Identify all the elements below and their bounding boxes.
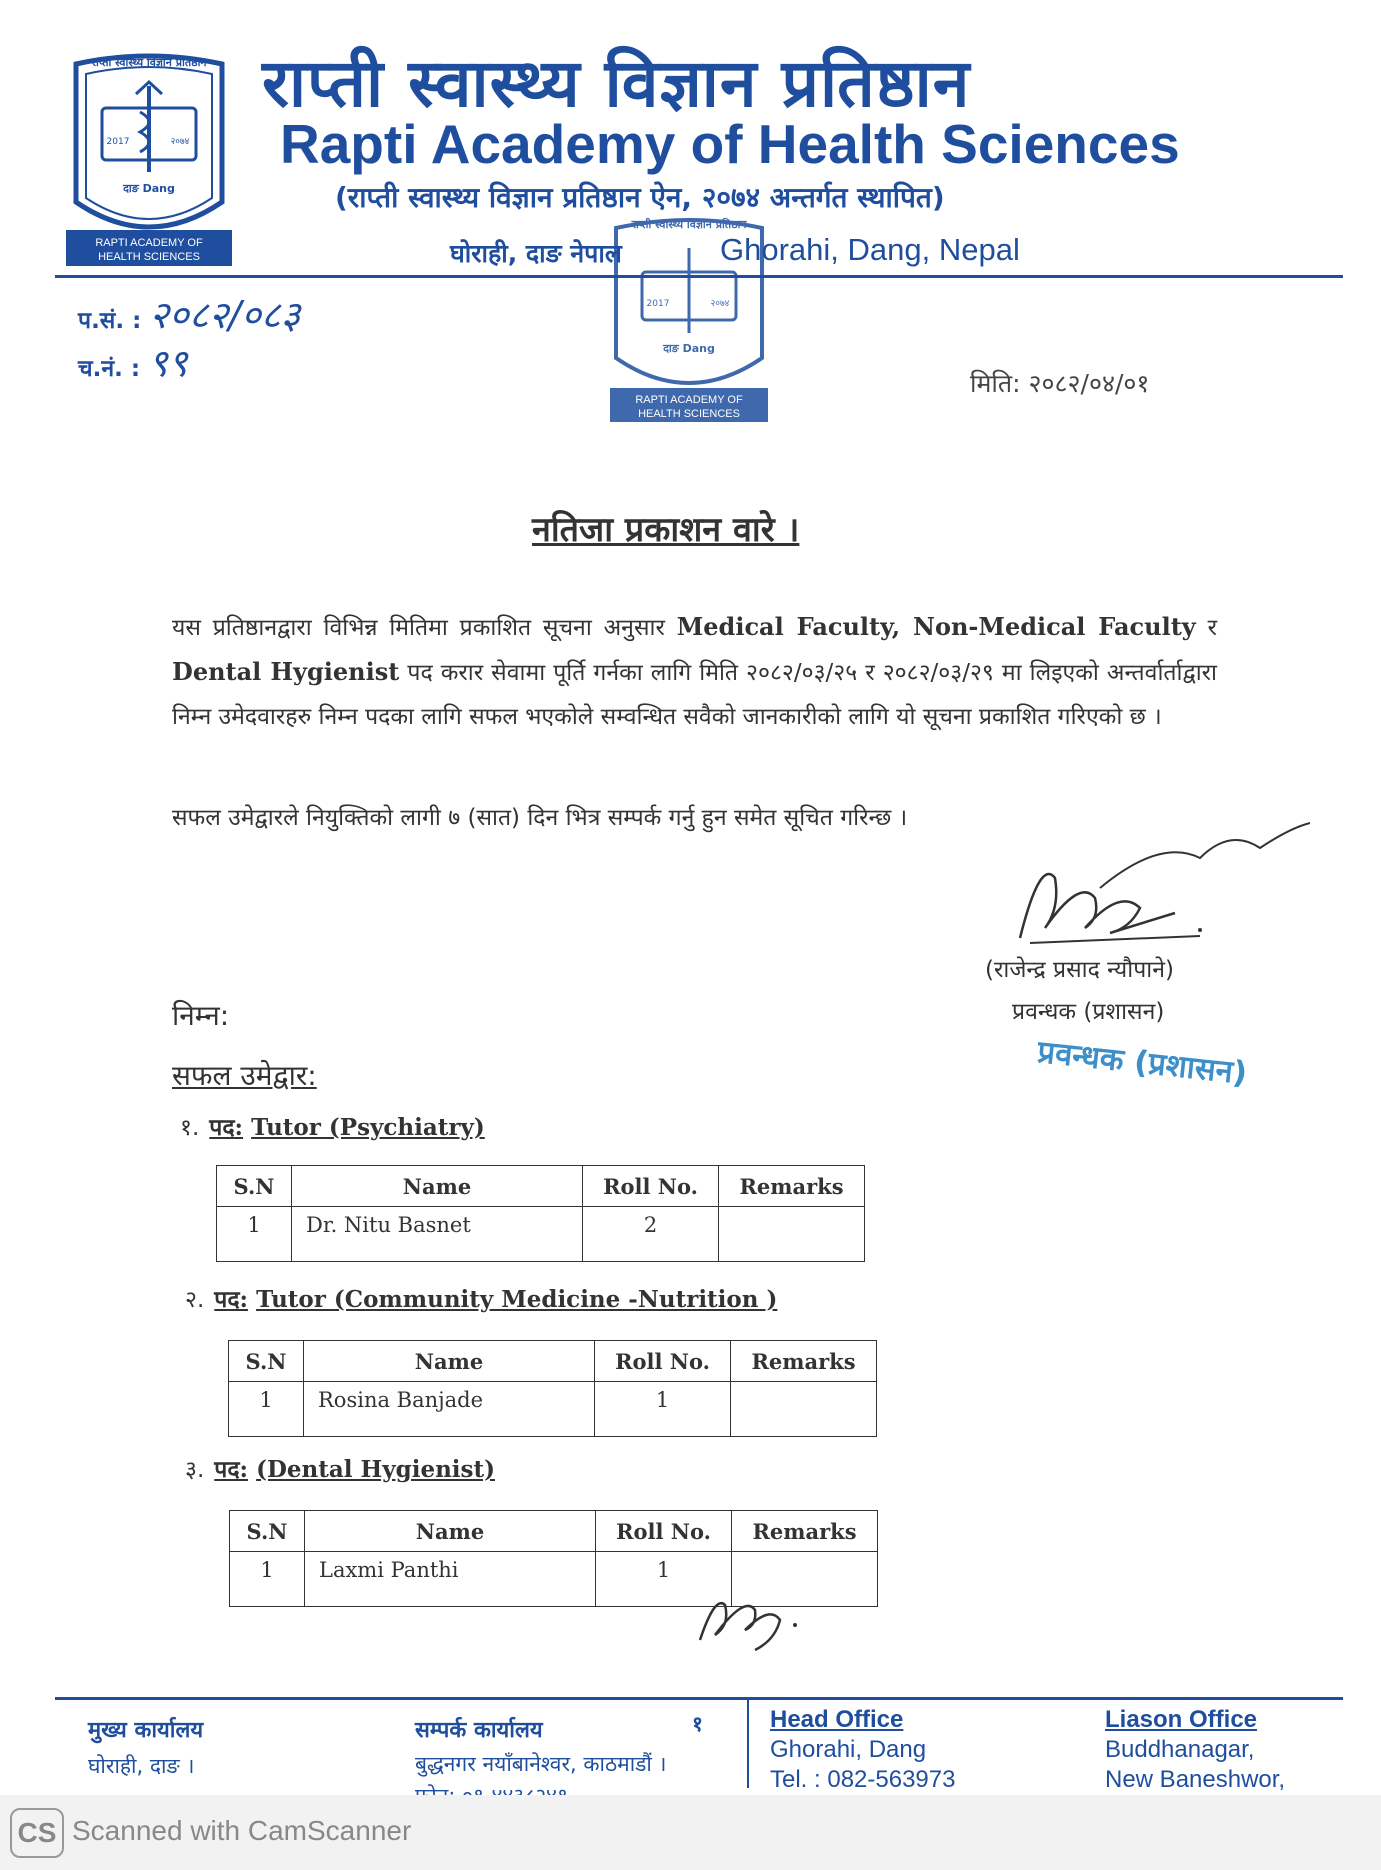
col-sn: S.N	[217, 1166, 292, 1207]
signatory-post: प्रवन्धक (प्रशासन)	[1012, 999, 1165, 1025]
post-number: ३.	[185, 1457, 205, 1483]
svg-text:दाङ Dang: दाङ Dang	[663, 342, 715, 355]
patra-value: २०८२/०८३	[149, 293, 301, 337]
post-heading-3	[185, 1452, 495, 1484]
chalani-number	[78, 336, 188, 388]
liason-office-address-2: New Baneshwor,	[1105, 1766, 1286, 1793]
svg-text:२०७४: २०७४	[710, 299, 730, 309]
institution-title-english: Rapti Academy of Health Sciences	[280, 113, 1180, 175]
main-office-title: मुख्य कार्यालय	[88, 1718, 204, 1743]
cell-roll: 1	[596, 1552, 732, 1607]
body-faculties: Medical Faculty, Non-Medical Faculty	[676, 612, 1196, 641]
post-label: पद:	[214, 1286, 249, 1313]
post-number: १.	[180, 1115, 200, 1141]
subject-heading: नतिजा प्रकाशन वारे ।	[532, 510, 800, 550]
page-number: १	[692, 1712, 703, 1736]
post-heading-1	[180, 1110, 485, 1142]
cell-name: Laxmi Panthi	[305, 1552, 596, 1607]
head-office-address: Ghorahi, Dang	[770, 1736, 927, 1763]
cell-sn: 1	[230, 1552, 305, 1607]
cell-roll: 2	[583, 1207, 719, 1262]
svg-text:RAPTI ACADEMY OF: RAPTI ACADEMY OF	[635, 394, 743, 406]
liason-office-address-1: Buddhanagar,	[1105, 1736, 1255, 1763]
liason-office-title: Liason Office	[1105, 1706, 1258, 1733]
signatory-stamp: प्रवन्धक (प्रशासन)	[1035, 1033, 1249, 1092]
camscanner-logo: CS	[10, 1808, 64, 1858]
institution-title-nepali: राप्ती स्वास्थ्य विज्ञान प्रतिष्ठान	[262, 45, 971, 122]
footer-separator	[747, 1700, 749, 1788]
chalani-value: ९९	[148, 341, 188, 385]
col-sn: S.N	[229, 1341, 304, 1382]
col-sn: S.N	[230, 1511, 305, 1552]
footer-divider	[55, 1697, 1343, 1700]
main-office-address: घोराही, दाङ ।	[88, 1754, 195, 1778]
head-office-title: Head Office	[770, 1706, 904, 1733]
cell-sn: 1	[229, 1382, 304, 1437]
post-title: Tutor (Psychiatry)	[251, 1114, 485, 1141]
body-paragraph	[172, 605, 1217, 739]
post-title: Tutor (Community Medicine -Nutrition )	[256, 1286, 778, 1313]
address-nepali: घोराही, दाङ नेपाल	[450, 239, 622, 268]
logo-arc-text: राप्ती स्वास्थ्य विज्ञान प्रतिष्ठान	[91, 56, 207, 69]
body-text-e: पद करार सेवामा पूर्ति गर्नका लागि मिति २०८२/०३/२५ र २०८२/०३/२९ मा लिइएको अन्तर्वार्ताद्वारा निम्न उमेदवारहरु निम्न पदका लागि सफल भएकोले सम्वन्धित सवैको जानकारीको लागि यो सूचना प्रकाशित गरिएको छ ।	[172, 660, 1218, 730]
table-header-row	[217, 1166, 865, 1207]
col-name: Name	[292, 1166, 583, 1207]
post-number: २.	[185, 1287, 205, 1313]
post-title: (Dental Hygienist)	[256, 1456, 495, 1483]
cell-name: Rosina Banjade	[304, 1382, 595, 1437]
address-english: Ghorahi, Dang, Nepal	[720, 232, 1020, 267]
table-header-row	[229, 1341, 877, 1382]
cell-remarks	[731, 1382, 877, 1437]
patra-sankhya	[78, 288, 300, 340]
establishment-line: (राप्ती स्वास्थ्य विज्ञान प्रतिष्ठान ऐन, २०७४ अन्तर्गत स्थापित)	[335, 181, 945, 214]
logo-name-line2: HEALTH SCIENCES	[98, 251, 200, 263]
col-remarks: Remarks	[731, 1341, 877, 1382]
table-header-row	[230, 1511, 878, 1552]
post-heading-2	[185, 1282, 777, 1314]
col-remarks: Remarks	[732, 1511, 878, 1552]
contact-office-address: बुद्धनगर नयाँबानेश्वर, काठमाडौं ।	[415, 1752, 667, 1776]
body-text-c: र	[1207, 615, 1218, 641]
result-table-1	[216, 1165, 865, 1262]
contact-office-title: सम्पर्क कार्यालय	[415, 1718, 543, 1743]
institution-logo	[66, 52, 232, 266]
table-row	[217, 1207, 865, 1262]
signature	[1000, 818, 1330, 968]
logo-place-text: दाङ Dang	[123, 182, 175, 195]
head-office-phone: Tel. : 082-563973	[770, 1766, 956, 1793]
table-row	[229, 1382, 877, 1437]
col-roll: Roll No.	[596, 1511, 732, 1552]
patra-label: प.सं. :	[78, 308, 142, 334]
logo-name-line1: RAPTI ACADEMY OF	[95, 237, 203, 249]
post-label: पद:	[214, 1456, 249, 1483]
nimna-label: निम्न:	[172, 999, 230, 1032]
col-name: Name	[304, 1341, 595, 1382]
col-remarks: Remarks	[719, 1166, 865, 1207]
successful-candidates-label: सफल उमेद्वार:	[172, 1059, 317, 1092]
letter-date: मिति: २०८२/०४/०१	[970, 369, 1150, 398]
post-label: पद:	[209, 1114, 244, 1141]
svg-text:राप्ती स्वास्थ्य विज्ञान प्रति: राप्ती स्वास्थ्य विज्ञान प्रतिष्ठान	[631, 218, 747, 231]
cell-remarks	[719, 1207, 865, 1262]
result-table-2	[228, 1340, 877, 1437]
col-roll: Roll No.	[583, 1166, 719, 1207]
col-name: Name	[305, 1511, 596, 1552]
body-contact-notice: सफल उमेद्वारले नियुक्तिको लागी ७ (सात) दिन भित्र सम्पर्क गर्नु हुन समेत सूचित गरिन्छ ।	[172, 805, 908, 831]
initials-signature	[695, 1575, 815, 1655]
body-text-a: यस प्रतिष्ठानद्वारा विभिन्न मितिमा प्रकाशित सूचना अनुसार	[172, 615, 665, 641]
cell-roll: 1	[595, 1382, 731, 1437]
camscanner-text: Scanned with CamScanner	[72, 1815, 412, 1846]
logo-year-right: २०७४	[170, 137, 190, 147]
logo-year-left: 2017	[106, 137, 130, 147]
svg-text:HEALTH SCIENCES: HEALTH SCIENCES	[638, 408, 740, 420]
svg-text:2017: 2017	[646, 299, 670, 309]
office-stamp	[608, 218, 770, 423]
col-roll: Roll No.	[595, 1341, 731, 1382]
contact-office-phone	[415, 1782, 568, 1795]
chalani-label: च.नं. :	[78, 356, 141, 382]
cell-name: Dr. Nitu Basnet	[292, 1207, 583, 1262]
signatory-name: (राजेन्द्र प्रसाद न्यौपाने)	[985, 957, 1174, 983]
cell-sn: 1	[217, 1207, 292, 1262]
body-dental: Dental Hygienist	[172, 657, 400, 686]
